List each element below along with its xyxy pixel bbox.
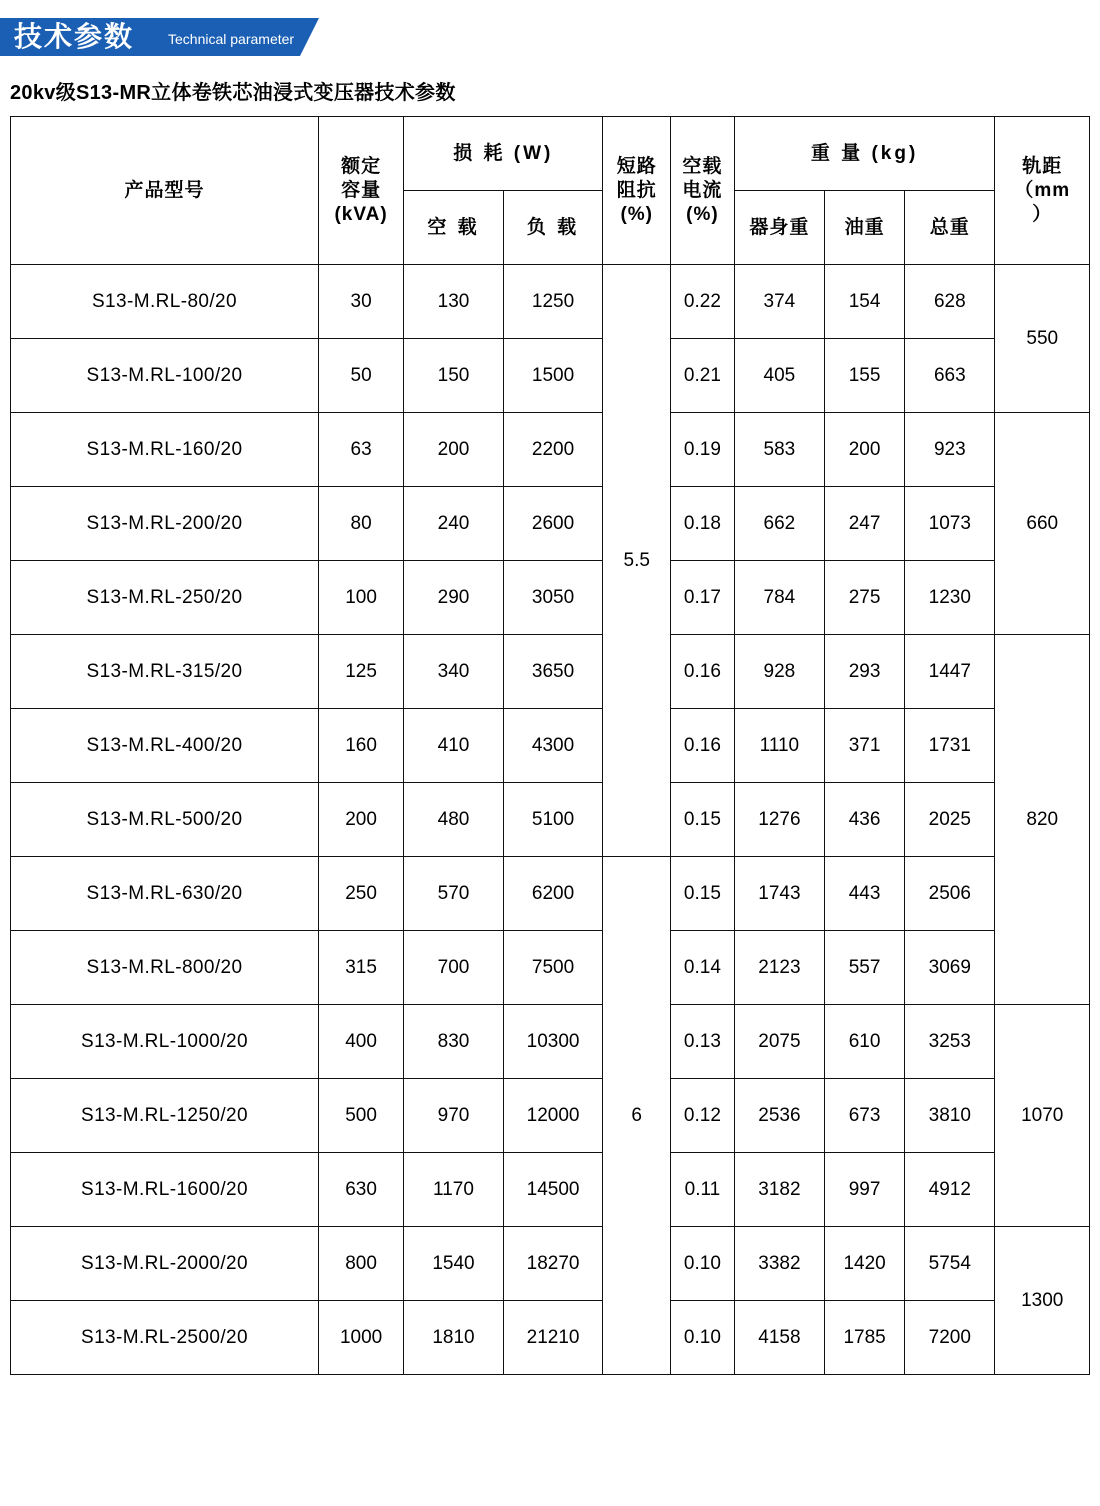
table-row bbox=[11, 413, 1090, 487]
header-total-weight: 总重 bbox=[905, 191, 995, 265]
page-title: 20kv级S13-MR立体卷铁芯油浸式变压器技术参数 bbox=[10, 82, 456, 104]
cell-body-weight: 928 bbox=[734, 635, 824, 709]
cell-oil-weight: 610 bbox=[825, 1005, 905, 1079]
cell-gauge: 1070 bbox=[995, 1005, 1090, 1227]
cell-model: S13-M.RL-250/20 bbox=[11, 561, 319, 635]
cell-body-weight: 583 bbox=[734, 413, 824, 487]
cell-total-weight: 628 bbox=[905, 265, 995, 339]
cell-load-loss: 5100 bbox=[503, 783, 603, 857]
table-row bbox=[11, 783, 1090, 857]
cell-load-loss: 6200 bbox=[503, 857, 603, 931]
cell-model: S13-M.RL-1000/20 bbox=[11, 1005, 319, 1079]
cell-body-weight: 1110 bbox=[734, 709, 824, 783]
cell-load-loss: 2200 bbox=[503, 413, 603, 487]
cell-load-loss: 14500 bbox=[503, 1153, 603, 1227]
cell-no-load-current: 0.19 bbox=[671, 413, 735, 487]
cell-rated-capacity: 125 bbox=[318, 635, 403, 709]
cell-load-loss: 18270 bbox=[503, 1227, 603, 1301]
cell-no-load-loss: 150 bbox=[404, 339, 504, 413]
cell-gauge: 1300 bbox=[995, 1227, 1090, 1375]
cell-load-loss: 10300 bbox=[503, 1005, 603, 1079]
header-weight-group: 重 量 (kg) bbox=[734, 117, 995, 191]
banner-title-cn: 技术参数 bbox=[14, 21, 135, 52]
cell-total-weight: 2506 bbox=[905, 857, 995, 931]
cell-no-load-loss: 570 bbox=[404, 857, 504, 931]
cell-oil-weight: 997 bbox=[825, 1153, 905, 1227]
cell-body-weight: 2075 bbox=[734, 1005, 824, 1079]
technical-parameter-table bbox=[10, 116, 1090, 1375]
header-oil-weight: 油重 bbox=[825, 191, 905, 265]
cell-total-weight: 1073 bbox=[905, 487, 995, 561]
cell-model: S13-M.RL-1250/20 bbox=[11, 1079, 319, 1153]
cell-body-weight: 405 bbox=[734, 339, 824, 413]
cell-body-weight: 784 bbox=[734, 561, 824, 635]
header-rated-capacity bbox=[318, 117, 403, 265]
cell-total-weight: 663 bbox=[905, 339, 995, 413]
cell-oil-weight: 154 bbox=[825, 265, 905, 339]
cell-no-load-current: 0.16 bbox=[671, 635, 735, 709]
table-header-row-1 bbox=[11, 117, 1090, 191]
cell-load-loss: 21210 bbox=[503, 1301, 603, 1375]
cell-no-load-loss: 1170 bbox=[404, 1153, 504, 1227]
cell-no-load-loss: 240 bbox=[404, 487, 504, 561]
cell-no-load-current: 0.11 bbox=[671, 1153, 735, 1227]
table-row bbox=[11, 487, 1090, 561]
cell-body-weight: 2536 bbox=[734, 1079, 824, 1153]
page-banner bbox=[0, 0, 340, 66]
cell-oil-weight: 557 bbox=[825, 931, 905, 1005]
cell-gauge: 820 bbox=[995, 635, 1090, 1005]
cell-model: S13-M.RL-315/20 bbox=[11, 635, 319, 709]
cell-body-weight: 1743 bbox=[734, 857, 824, 931]
cell-total-weight: 3810 bbox=[905, 1079, 995, 1153]
cell-oil-weight: 293 bbox=[825, 635, 905, 709]
header-model: 产品型号 bbox=[11, 117, 319, 265]
cell-oil-weight: 275 bbox=[825, 561, 905, 635]
cell-total-weight: 1230 bbox=[905, 561, 995, 635]
table-row bbox=[11, 635, 1090, 709]
header-load-loss: 负 载 bbox=[503, 191, 603, 265]
cell-no-load-loss: 340 bbox=[404, 635, 504, 709]
cell-rated-capacity: 630 bbox=[318, 1153, 403, 1227]
table-row bbox=[11, 857, 1090, 931]
cell-model: S13-M.RL-100/20 bbox=[11, 339, 319, 413]
cell-model: S13-M.RL-500/20 bbox=[11, 783, 319, 857]
table-row bbox=[11, 1153, 1090, 1227]
cell-model: S13-M.RL-80/20 bbox=[11, 265, 319, 339]
cell-model: S13-M.RL-200/20 bbox=[11, 487, 319, 561]
cell-no-load-current: 0.21 bbox=[671, 339, 735, 413]
cell-rated-capacity: 200 bbox=[318, 783, 403, 857]
cell-total-weight: 5754 bbox=[905, 1227, 995, 1301]
cell-no-load-current: 0.10 bbox=[671, 1227, 735, 1301]
header-rated-capacity-line3: (kVA) bbox=[334, 203, 388, 225]
cell-body-weight: 374 bbox=[734, 265, 824, 339]
header-rated-capacity-line2: 容量 bbox=[341, 179, 382, 201]
cell-oil-weight: 673 bbox=[825, 1079, 905, 1153]
cell-no-load-loss: 700 bbox=[404, 931, 504, 1005]
cell-no-load-loss: 290 bbox=[404, 561, 504, 635]
table-row bbox=[11, 561, 1090, 635]
cell-body-weight: 3382 bbox=[734, 1227, 824, 1301]
cell-rated-capacity: 500 bbox=[318, 1079, 403, 1153]
header-gauge bbox=[995, 117, 1090, 265]
header-rated-capacity-line1: 额定 bbox=[341, 155, 382, 177]
cell-load-loss: 1250 bbox=[503, 265, 603, 339]
cell-model: S13-M.RL-2000/20 bbox=[11, 1227, 319, 1301]
header-impedance-line2: 阻抗 bbox=[616, 179, 657, 201]
cell-impedance: 5.5 bbox=[603, 265, 671, 857]
cell-model: S13-M.RL-400/20 bbox=[11, 709, 319, 783]
table-row bbox=[11, 1079, 1090, 1153]
cell-total-weight: 4912 bbox=[905, 1153, 995, 1227]
cell-no-load-loss: 830 bbox=[404, 1005, 504, 1079]
cell-load-loss: 2600 bbox=[503, 487, 603, 561]
cell-total-weight: 923 bbox=[905, 413, 995, 487]
header-impedance-line3: (%) bbox=[620, 203, 653, 225]
header-no-load-current-line2: 电流 bbox=[682, 179, 723, 201]
cell-total-weight: 3069 bbox=[905, 931, 995, 1005]
cell-no-load-current: 0.17 bbox=[671, 561, 735, 635]
cell-no-load-current: 0.14 bbox=[671, 931, 735, 1005]
cell-oil-weight: 371 bbox=[825, 709, 905, 783]
cell-no-load-loss: 1540 bbox=[404, 1227, 504, 1301]
cell-body-weight: 662 bbox=[734, 487, 824, 561]
header-gauge-line1: 轨距 bbox=[1022, 155, 1063, 177]
cell-no-load-current: 0.18 bbox=[671, 487, 735, 561]
cell-no-load-loss: 130 bbox=[404, 265, 504, 339]
cell-no-load-current: 0.16 bbox=[671, 709, 735, 783]
cell-no-load-current: 0.10 bbox=[671, 1301, 735, 1375]
cell-rated-capacity: 250 bbox=[318, 857, 403, 931]
cell-body-weight: 4158 bbox=[734, 1301, 824, 1375]
table-head bbox=[11, 117, 1090, 265]
cell-body-weight: 3182 bbox=[734, 1153, 824, 1227]
banner-title-en: Technical parameter bbox=[168, 31, 295, 47]
cell-no-load-current: 0.12 bbox=[671, 1079, 735, 1153]
cell-body-weight: 2123 bbox=[734, 931, 824, 1005]
header-no-load-current bbox=[671, 117, 735, 265]
header-no-load-current-line1: 空载 bbox=[682, 155, 723, 177]
cell-model: S13-M.RL-800/20 bbox=[11, 931, 319, 1005]
table-row bbox=[11, 709, 1090, 783]
cell-oil-weight: 443 bbox=[825, 857, 905, 931]
cell-no-load-current: 0.13 bbox=[671, 1005, 735, 1079]
cell-rated-capacity: 800 bbox=[318, 1227, 403, 1301]
header-no-load-current-line3: (%) bbox=[686, 203, 719, 225]
cell-no-load-loss: 1810 bbox=[404, 1301, 504, 1375]
cell-no-load-current: 0.22 bbox=[671, 265, 735, 339]
header-impedance bbox=[603, 117, 671, 265]
table-row bbox=[11, 931, 1090, 1005]
cell-no-load-loss: 970 bbox=[404, 1079, 504, 1153]
cell-gauge: 550 bbox=[995, 265, 1090, 413]
header-impedance-line1: 短路 bbox=[616, 155, 657, 177]
cell-no-load-current: 0.15 bbox=[671, 783, 735, 857]
cell-rated-capacity: 160 bbox=[318, 709, 403, 783]
header-gauge-line3: ） bbox=[1032, 203, 1053, 225]
cell-rated-capacity: 315 bbox=[318, 931, 403, 1005]
table-row bbox=[11, 339, 1090, 413]
header-loss-group: 损 耗 (W) bbox=[404, 117, 603, 191]
cell-rated-capacity: 1000 bbox=[318, 1301, 403, 1375]
table-row bbox=[11, 1227, 1090, 1301]
cell-total-weight: 2025 bbox=[905, 783, 995, 857]
cell-load-loss: 4300 bbox=[503, 709, 603, 783]
cell-load-loss: 3050 bbox=[503, 561, 603, 635]
cell-rated-capacity: 50 bbox=[318, 339, 403, 413]
cell-impedance: 6 bbox=[603, 857, 671, 1375]
cell-no-load-loss: 410 bbox=[404, 709, 504, 783]
cell-total-weight: 1731 bbox=[905, 709, 995, 783]
cell-rated-capacity: 80 bbox=[318, 487, 403, 561]
cell-model: S13-M.RL-2500/20 bbox=[11, 1301, 319, 1375]
cell-load-loss: 12000 bbox=[503, 1079, 603, 1153]
cell-oil-weight: 1785 bbox=[825, 1301, 905, 1375]
cell-load-loss: 7500 bbox=[503, 931, 603, 1005]
header-no-load-loss: 空 载 bbox=[404, 191, 504, 265]
cell-rated-capacity: 400 bbox=[318, 1005, 403, 1079]
cell-oil-weight: 155 bbox=[825, 339, 905, 413]
spec-table-wrapper bbox=[10, 116, 1090, 1375]
cell-oil-weight: 247 bbox=[825, 487, 905, 561]
cell-no-load-loss: 200 bbox=[404, 413, 504, 487]
cell-rated-capacity: 63 bbox=[318, 413, 403, 487]
header-body-weight: 器身重 bbox=[734, 191, 824, 265]
cell-oil-weight: 1420 bbox=[825, 1227, 905, 1301]
cell-total-weight: 7200 bbox=[905, 1301, 995, 1375]
cell-load-loss: 1500 bbox=[503, 339, 603, 413]
cell-total-weight: 1447 bbox=[905, 635, 995, 709]
table-row bbox=[11, 1301, 1090, 1375]
cell-oil-weight: 436 bbox=[825, 783, 905, 857]
cell-no-load-loss: 480 bbox=[404, 783, 504, 857]
header-gauge-line2: （mm bbox=[1014, 179, 1071, 201]
table-body bbox=[11, 265, 1090, 1375]
cell-model: S13-M.RL-1600/20 bbox=[11, 1153, 319, 1227]
cell-total-weight: 3253 bbox=[905, 1005, 995, 1079]
cell-rated-capacity: 30 bbox=[318, 265, 403, 339]
cell-no-load-current: 0.15 bbox=[671, 857, 735, 931]
cell-body-weight: 1276 bbox=[734, 783, 824, 857]
cell-oil-weight: 200 bbox=[825, 413, 905, 487]
table-row bbox=[11, 1005, 1090, 1079]
cell-model: S13-M.RL-160/20 bbox=[11, 413, 319, 487]
cell-model: S13-M.RL-630/20 bbox=[11, 857, 319, 931]
table-row bbox=[11, 265, 1090, 339]
cell-load-loss: 3650 bbox=[503, 635, 603, 709]
cell-gauge: 660 bbox=[995, 413, 1090, 635]
cell-rated-capacity: 100 bbox=[318, 561, 403, 635]
